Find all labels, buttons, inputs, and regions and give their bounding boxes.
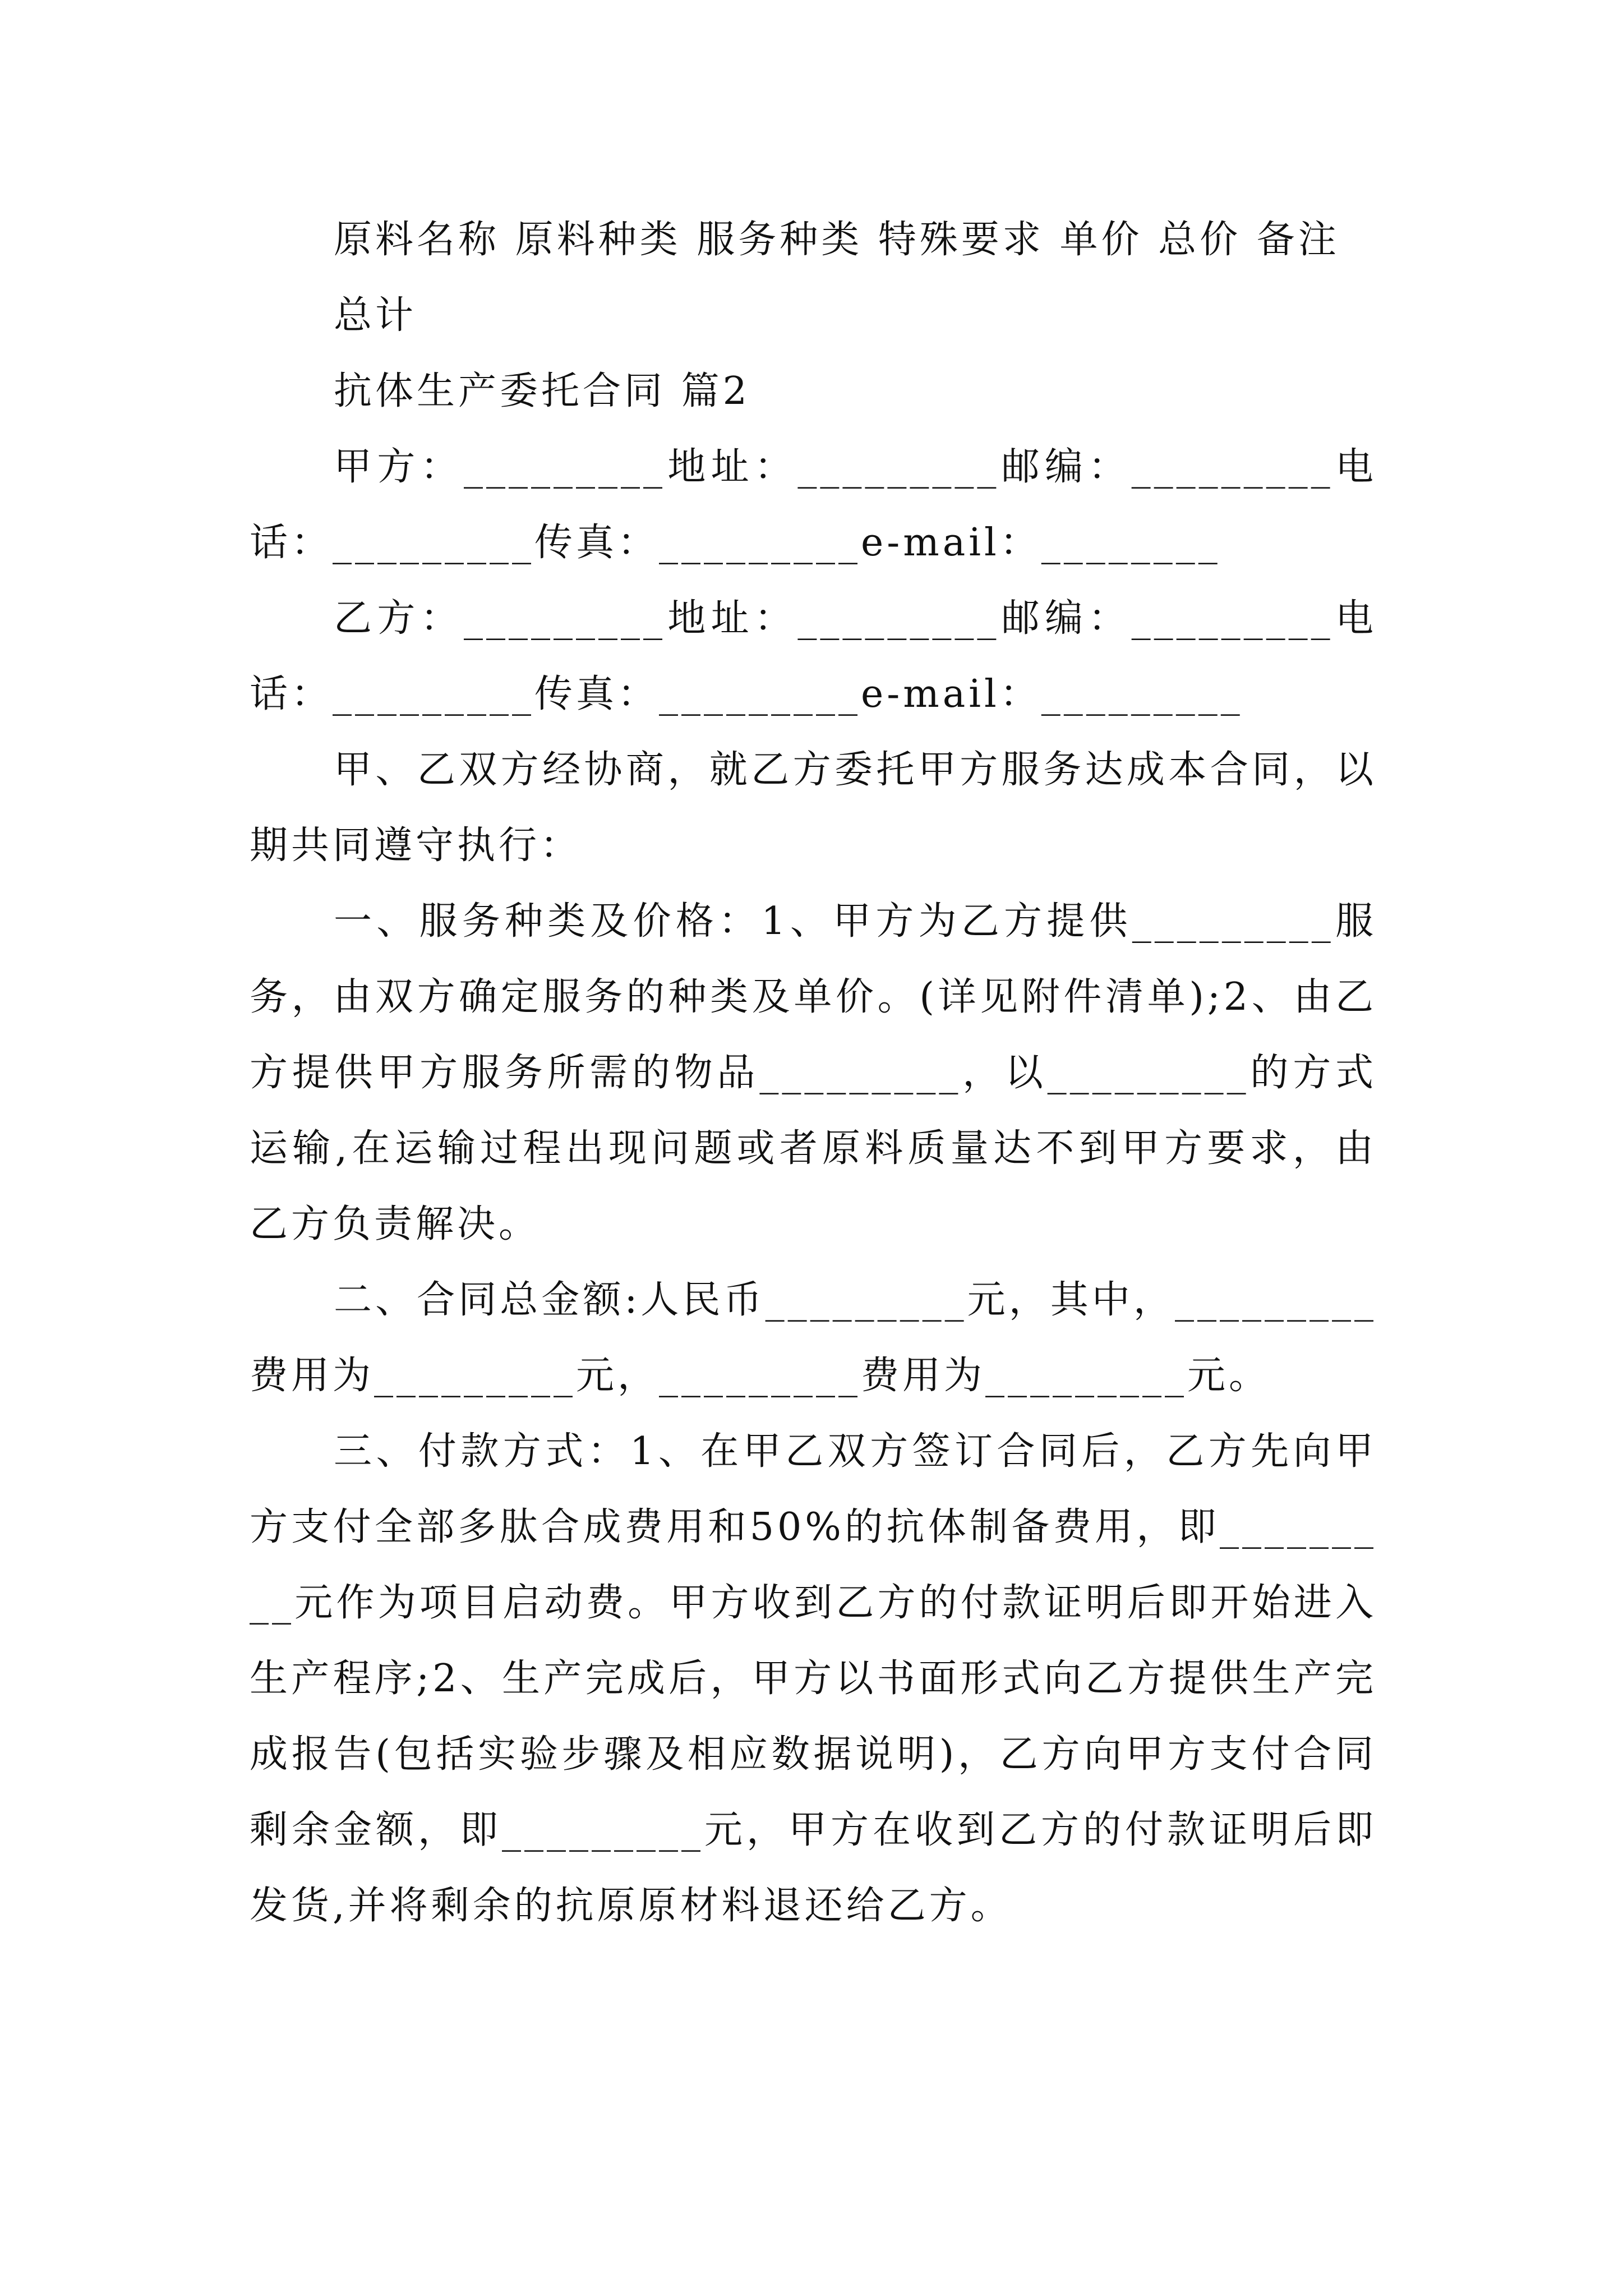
clause-1-service-types: 一、服务种类及价格：1、甲方为乙方提供_________服务，由双方确定服务的种类及单价。(详见附件清单);2、由乙方提供甲方服务所需的物品_________，以_________的方式运输,在运输过程出现问题或者原料质量达不到甲方要求，由乙方负责解决。 bbox=[250, 899, 1377, 1246]
preamble-paragraph: 甲、乙双方经协商，就乙方委托甲方服务达成本合同，以期共同遵守执行： bbox=[250, 748, 1377, 868]
total-line: 总计 bbox=[334, 293, 417, 338]
table-header-line: 原料名称 原料种类 服务种类 特殊要求 单价 总价 备注 bbox=[334, 218, 1340, 262]
section-title: 抗体生产委托合同 篇2 bbox=[334, 369, 750, 413]
clause-2-total-amount: 二、合同总金额:人民币_________元，其中，_________费用为_________元，_________费用为_________元。 bbox=[250, 1278, 1377, 1398]
clause-3-payment: 三、付款方式：1、在甲乙双方签订合同后，乙方先向甲方支付全部多肽合成费用和50%的抗体制备费用，即_________元作为项目启动费。甲方收到乙方的付款证明后即开始进入生产程序;2、生产完成后，甲方以书面形式向乙方提供生产完成报告(包括实验步骤及相应数据说明)，乙方向甲方支付合同剩余金额，即_________元，甲方在收到乙方的付款证明后即发货,并将剩余的抗原原材料退还给乙方。 bbox=[250, 1429, 1377, 1928]
party-a-info: 甲方：_________地址：_________邮编：_________电话：_________传真：_________e-mail：________ bbox=[250, 445, 1377, 565]
document-body bbox=[250, 202, 1377, 1944]
party-b-info: 乙方：_________地址：_________邮编：_________电话：_________传真：_________e-mail：_________ bbox=[250, 596, 1377, 716]
